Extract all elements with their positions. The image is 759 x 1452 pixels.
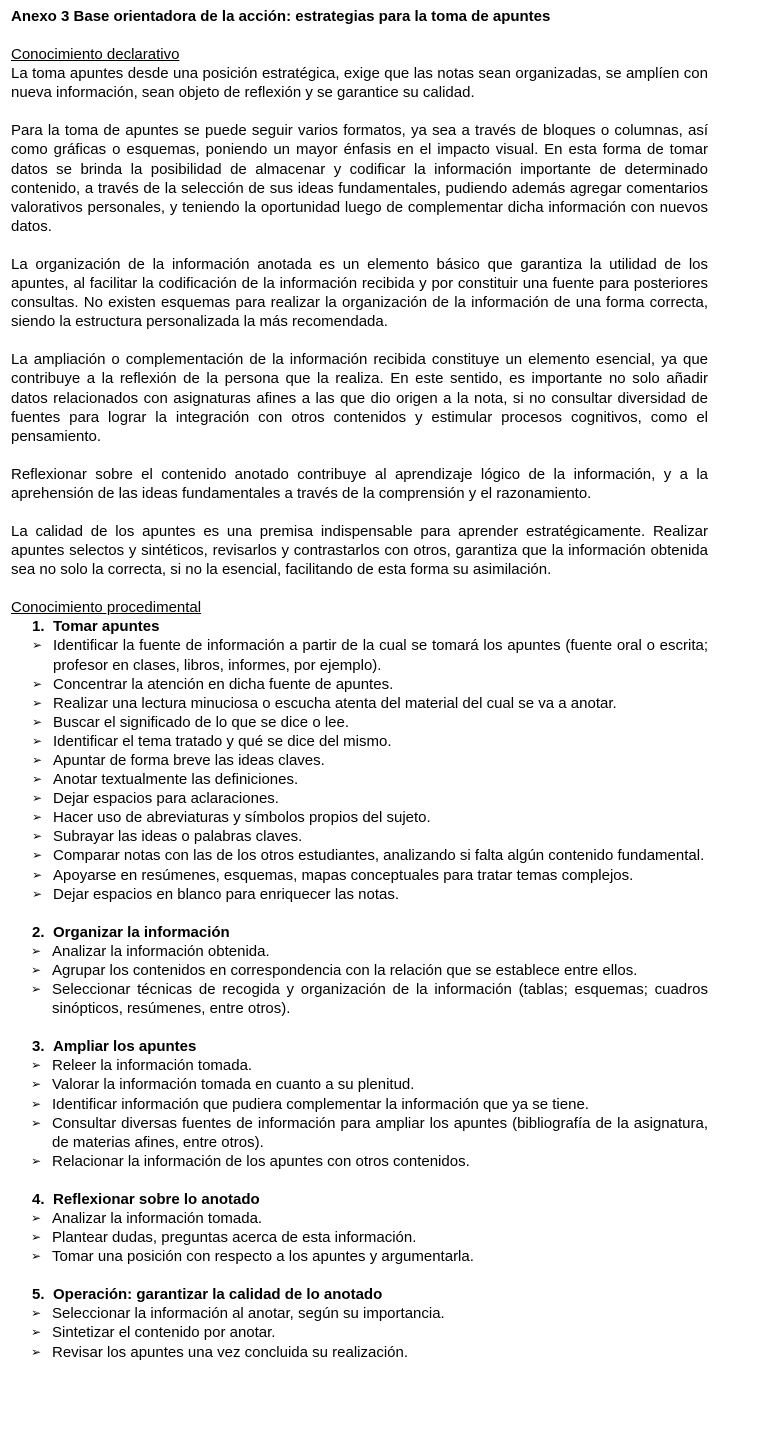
list-item bbox=[11, 1247, 708, 1266]
arrow-bullet-icon: ➢ bbox=[32, 791, 43, 806]
list-item-text: Plantear dudas, preguntas acerca de esta información. bbox=[52, 1229, 417, 1247]
list-item-text: Hacer uso de abreviaturas y símbolos propios del sujeto. bbox=[53, 809, 431, 827]
arrow-bullet-icon: ➢ bbox=[31, 1210, 42, 1225]
list-item bbox=[11, 1075, 708, 1094]
list-item bbox=[11, 1304, 708, 1323]
list-item-text: Identificar información que pudiera complementar la información que ya se tiene. bbox=[52, 1095, 589, 1113]
list-item-text: Analizar la información obtenida. bbox=[52, 942, 270, 960]
list-item-text: Agrupar los contenidos en correspondencia con la relación que se establece entre ellos. bbox=[52, 961, 638, 979]
list-item bbox=[11, 1056, 708, 1075]
step-title-text: Tomar apuntes bbox=[53, 618, 160, 636]
arrow-bullet-icon: ➢ bbox=[31, 1096, 42, 1111]
list-item-text: Buscar el significado de lo que se dice o lee. bbox=[53, 713, 350, 731]
list-item-text: Concentrar la atención en dicha fuente de apuntes. bbox=[53, 675, 394, 693]
list-item-text: Identificar el tema tratado y qué se dice del mismo. bbox=[53, 732, 392, 750]
list-item bbox=[11, 942, 708, 961]
list-item-text: Seleccionar técnicas de recogida y organización de la información (tablas; esquemas; cuadros sinópticos, resúmenes, entre otros). bbox=[52, 981, 708, 1018]
declarative-paragraph: La organización de la información anotada es un elemento básico que garantiza la utilidad de los apuntes, al facilitar la codificación de la información recibida y por constituir una fuente para posteriores consultas. No existen esquemas para realizar la organización de la información de una forma correcta, siendo la estructura personalizada la más recomendada. bbox=[11, 255, 708, 331]
list-item bbox=[11, 980, 708, 1018]
arrow-bullet-icon: ➢ bbox=[31, 1058, 42, 1073]
procedure-step bbox=[11, 617, 748, 903]
list-item bbox=[11, 827, 708, 846]
list-item bbox=[11, 961, 708, 980]
list-item-text: Sintetizar el contenido por anotar. bbox=[52, 1324, 276, 1342]
arrow-bullet-icon: ➢ bbox=[31, 1344, 42, 1359]
list-item bbox=[11, 713, 708, 732]
list-item-text: Subrayar las ideas o palabras claves. bbox=[53, 828, 303, 846]
list-item bbox=[11, 1209, 708, 1228]
procedure-step bbox=[11, 923, 748, 1018]
list-item bbox=[11, 1228, 708, 1247]
list-item-text: Relacionar la información de los apuntes con otros contenidos. bbox=[52, 1152, 470, 1170]
arrow-bullet-icon: ➢ bbox=[32, 753, 43, 767]
procedure-step bbox=[11, 1190, 748, 1266]
arrow-bullet-icon: ➢ bbox=[31, 982, 42, 997]
arrow-bullet-icon: ➢ bbox=[32, 676, 43, 691]
arrow-bullet-icon: ➢ bbox=[31, 962, 42, 977]
step-item-list bbox=[11, 1209, 748, 1266]
step-number: 5. bbox=[32, 1286, 45, 1304]
step-title bbox=[11, 1037, 748, 1056]
step-number: 3. bbox=[32, 1038, 45, 1056]
arrow-bullet-icon: ➢ bbox=[31, 943, 42, 958]
arrow-bullet-icon: ➢ bbox=[32, 829, 43, 844]
list-item-text: Seleccionar la información al anotar, según su importancia. bbox=[52, 1305, 445, 1323]
procedural-section bbox=[11, 598, 748, 1361]
step-title-text: Ampliar los apuntes bbox=[53, 1038, 197, 1056]
arrow-bullet-icon: ➢ bbox=[32, 848, 43, 863]
arrow-bullet-icon: ➢ bbox=[31, 1115, 42, 1130]
declarative-section bbox=[11, 45, 748, 579]
list-item-text: Revisar los apuntes una vez concluida su realización. bbox=[52, 1343, 409, 1361]
list-item-text: Releer la información tomada. bbox=[52, 1057, 253, 1075]
list-item bbox=[11, 770, 708, 789]
step-title bbox=[11, 923, 748, 942]
declarative-paragraph: Reflexionar sobre el contenido anotado contribuye al aprendizaje lógico de la información, y a la aprehensión de las ideas fundamentales a través de la comprensión y el razonamiento. bbox=[11, 465, 708, 502]
list-item bbox=[11, 789, 708, 808]
step-title-text: Operación: garantizar la calidad de lo anotado bbox=[53, 1286, 383, 1304]
arrow-bullet-icon: ➢ bbox=[31, 1153, 42, 1168]
list-item bbox=[11, 846, 708, 865]
arrow-bullet-icon: ➢ bbox=[31, 1249, 42, 1264]
list-item bbox=[11, 636, 708, 674]
declarative-heading: Conocimiento declarativo bbox=[11, 46, 180, 64]
list-item bbox=[11, 1343, 708, 1362]
declarative-paragraph: Para la toma de apuntes se puede seguir varios formatos, ya sea a través de bloques o columnas, así como gráficas o esquemas, poniendo un mayor énfasis en el impacto visual. En esta forma de tomar datos se brinda la posibilidad de almacenar y codificar la información importante de determinado contenido, a través de la selección de sus ideas fundamentales, pudiendo además agregar comentarios valorativos personales, y teniendo la oportunidad luego de complementar dicha información con nuevos datos. bbox=[11, 122, 708, 235]
list-item bbox=[11, 732, 708, 751]
procedural-steps bbox=[11, 617, 748, 1361]
arrow-bullet-icon: ➢ bbox=[32, 772, 43, 787]
declarative-paragraph: La calidad de los apuntes es una premisa indispensable para aprender estratégicamente. Realizar apuntes selectos y sintéticos, revisarlos y contrastarlos con otros, garantiza que la información obtenida sea no solo la correcta, si no la esencial, facilitando de esta forma su asimilación. bbox=[11, 522, 708, 579]
arrow-bullet-icon: ➢ bbox=[32, 886, 43, 901]
step-item-list bbox=[11, 636, 748, 903]
step-title bbox=[11, 1285, 748, 1304]
step-number: 2. bbox=[32, 923, 45, 941]
declarative-paragraph: La ampliación o complementación de la información recibida constituye un elemento esencial, ya que contribuye a la reflexión de la persona que la realiza. En este sentido, es importante no solo añadir datos relacionados con asignaturas afines a las que dio origen a la nota, si no consultar diversidad de fuentes para lograr la integración con otros contenidos y estimular procesos cognitivos, como el pensamiento. bbox=[11, 351, 708, 445]
procedure-step bbox=[11, 1285, 748, 1361]
arrow-bullet-icon: ➢ bbox=[32, 867, 43, 882]
arrow-bullet-icon: ➢ bbox=[32, 695, 43, 710]
list-item bbox=[11, 1152, 708, 1171]
list-item-text: Identificar la fuente de información a partir de la cual se tomará los apuntes (fuente oral o escrita; profesor en clases, libros, informes, por ejemplo). bbox=[53, 637, 708, 674]
document-title: Anexo 3 Base orientadora de la acción: estrategias para la toma de apuntes bbox=[11, 8, 551, 25]
step-title-text: Reflexionar sobre lo anotado bbox=[53, 1190, 260, 1208]
step-title bbox=[11, 1190, 748, 1209]
step-title-text: Organizar la información bbox=[53, 923, 230, 941]
list-item bbox=[11, 1323, 708, 1342]
arrow-bullet-icon: ➢ bbox=[32, 714, 43, 729]
arrow-bullet-icon: ➢ bbox=[32, 810, 43, 825]
procedural-heading: Conocimiento procedimental bbox=[11, 599, 202, 617]
list-item bbox=[11, 694, 708, 713]
step-item-list bbox=[11, 942, 748, 1018]
step-number: 4. bbox=[32, 1190, 45, 1208]
list-item bbox=[11, 751, 708, 770]
list-item bbox=[11, 675, 708, 694]
list-item-text: Realizar una lectura minuciosa o escucha atenta del material del cual se va a anotar. bbox=[53, 694, 617, 712]
list-item bbox=[11, 866, 708, 885]
arrow-bullet-icon: ➢ bbox=[32, 638, 43, 653]
list-item-text: Valorar la información tomada en cuanto a su plenitud. bbox=[52, 1076, 415, 1094]
list-item bbox=[11, 1114, 708, 1152]
declarative-paragraph: La toma apuntes desde una posición estratégica, exige que las notas sean organizadas, se amplíen con nueva información, sean objeto de reflexión y se garantice su calidad. bbox=[11, 65, 708, 102]
list-item-text: Analizar la información tomada. bbox=[52, 1209, 263, 1227]
list-item bbox=[11, 1095, 708, 1114]
list-item-text: Tomar una posición con respecto a los apuntes y argumentarla. bbox=[52, 1248, 474, 1266]
list-item-text: Consultar diversas fuentes de información para ampliar los apuntes (bibliografía de la asignatura, de materias afines, entre otros). bbox=[52, 1114, 708, 1151]
list-item-text: Dejar espacios para aclaraciones. bbox=[53, 790, 279, 808]
arrow-bullet-icon: ➢ bbox=[32, 733, 43, 748]
list-item bbox=[11, 808, 708, 827]
step-item-list bbox=[11, 1304, 748, 1361]
arrow-bullet-icon: ➢ bbox=[31, 1306, 42, 1321]
list-item-text: Apuntar de forma breve las ideas claves. bbox=[53, 752, 325, 769]
list-item bbox=[11, 885, 708, 904]
arrow-bullet-icon: ➢ bbox=[31, 1230, 42, 1245]
list-item-text: Anotar textualmente las definiciones. bbox=[53, 771, 299, 789]
step-number: 1. bbox=[32, 618, 45, 636]
procedure-step bbox=[11, 1037, 748, 1171]
step-item-list bbox=[11, 1056, 748, 1171]
arrow-bullet-icon: ➢ bbox=[31, 1077, 42, 1092]
step-title bbox=[11, 617, 748, 636]
list-item-text: Comparar notas con las de los otros estudiantes, analizando si falta algún contenido fundamental. bbox=[53, 847, 705, 865]
list-item-text: Apoyarse en resúmenes, esquemas, mapas conceptuales para tratar temas complejos. bbox=[53, 866, 634, 884]
list-item-text: Dejar espacios en blanco para enriquecer las notas. bbox=[53, 885, 400, 903]
arrow-bullet-icon: ➢ bbox=[31, 1325, 42, 1340]
